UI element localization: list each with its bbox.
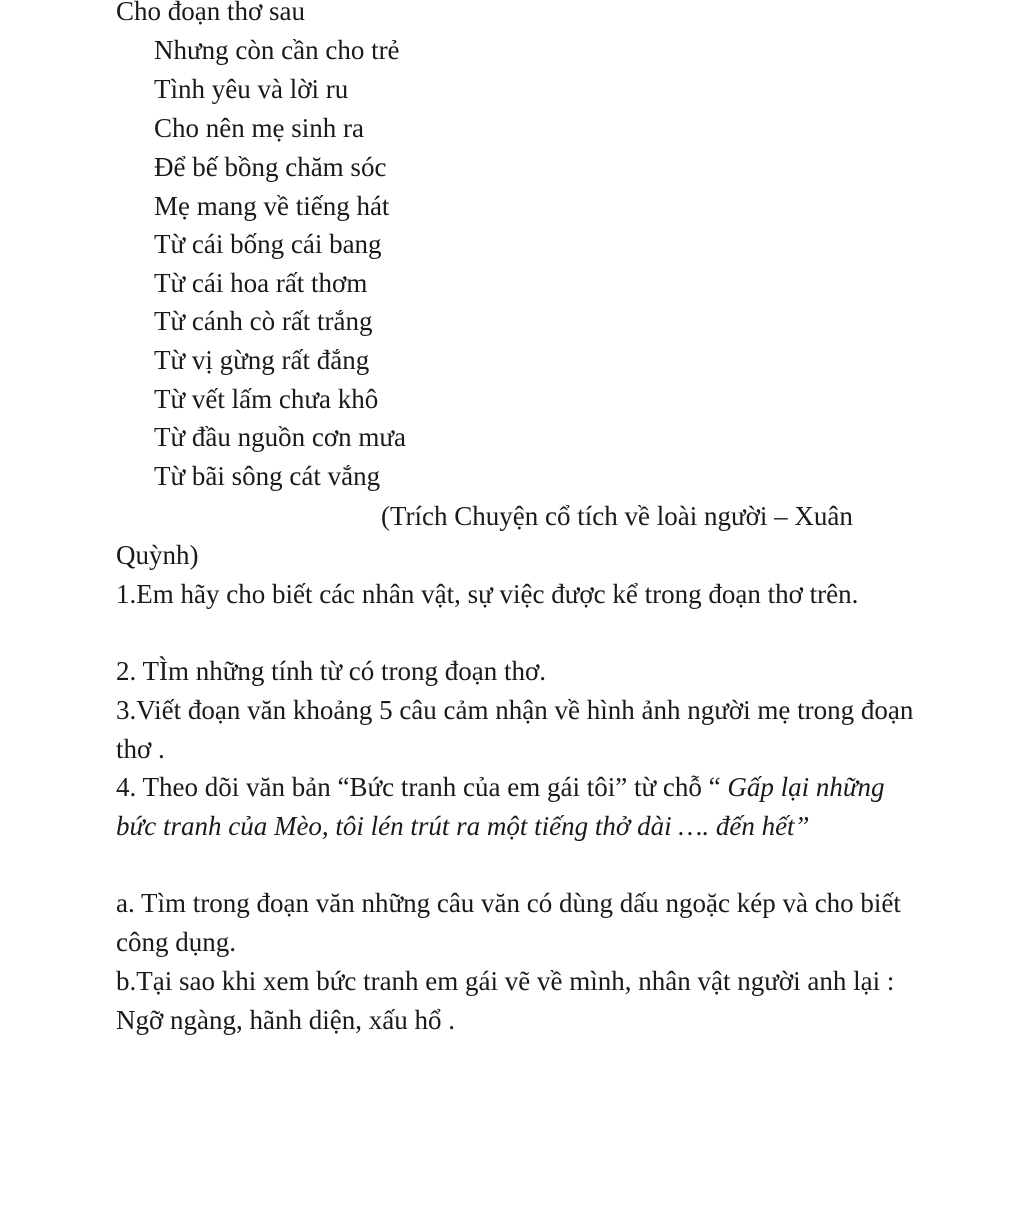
poem-source-citation: (Trích Chuyện cổ tích về loài người – Xuân Quỳnh) — [116, 501, 853, 570]
poem-line: Mẹ mang về tiếng hát — [154, 191, 390, 221]
poem-line: Cho nên mẹ sinh ra — [154, 113, 364, 143]
poem-line: Từ bãi sông cát vắng — [154, 461, 381, 491]
poem-line: Từ đầu nguồn cơn mưa — [154, 422, 406, 452]
question-4-prefix: 4. Theo dõi văn bản “Bức tranh của em gái tôi” từ chỗ “ — [116, 772, 728, 802]
poem-line: Tình yêu và lời ru — [154, 74, 349, 104]
poem-line: Để bế bồng chăm sóc — [154, 152, 387, 182]
question-4-excerpt: Gấp lại những bức tranh của Mèo, tôi lén trút ra một tiếng thở dài …. đến hết” — [116, 772, 885, 841]
intro-text: Cho đoạn thơ sau — [116, 0, 306, 26]
poem-line: Từ cánh cò rất trắng — [154, 306, 373, 336]
question-4b: b.Tại sao khi xem bức tranh em gái vẽ về mình, nhân vật người anh lại : Ngỡ ngàng, hãnh diện, xấu hổ . — [116, 966, 895, 1035]
question-2: 2. TÌm những tính từ có trong đoạn thơ. — [116, 656, 547, 686]
poem-line: Từ vết lấm chưa khô — [154, 384, 379, 414]
poem-line: Nhưng còn cần cho trẻ — [154, 35, 400, 65]
poem-line: Từ cái hoa rất thơm — [154, 268, 368, 298]
poem-line: Từ cái bống cái bang — [154, 229, 382, 259]
poem-line: Từ vị gừng rất đắng — [154, 345, 370, 375]
question-4 — [116, 768, 918, 846]
question-3: 3.Viết đoạn văn khoảng 5 câu cảm nhận về hình ảnh người mẹ trong đoạn thơ . — [116, 695, 914, 764]
question-1: 1.Em hãy cho biết các nhân vật, sự việc được kể trong đoạn thơ trên. — [116, 579, 859, 609]
question-4a: a. Tìm trong đoạn văn những câu văn có dùng dấu ngoặc kép và cho biết công dụng. — [116, 888, 901, 957]
